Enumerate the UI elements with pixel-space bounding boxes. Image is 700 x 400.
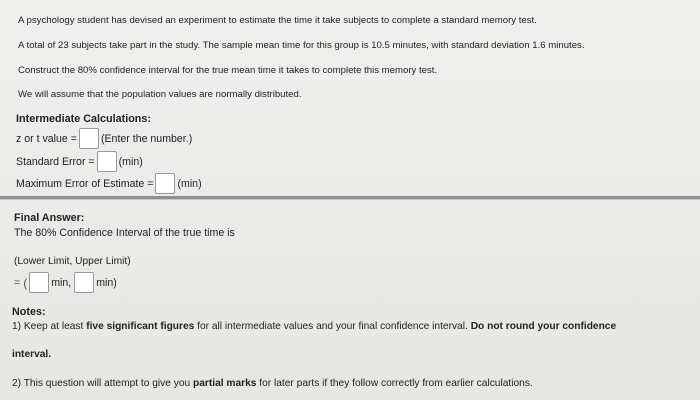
note-2-part-c: for later parts if they follow correctly from earlier calculations.	[256, 378, 533, 389]
problem-line-4: We will assume that the population values are normally distributed.	[18, 89, 302, 100]
interval-format-label: (Lower Limit, Upper Limit)	[14, 256, 131, 267]
upper-limit-input[interactable]	[74, 272, 94, 293]
problem-line-2: A total of 23 subjects take part in the study. The sample mean time for this group is 10.5 minutes, with standard deviation 1.6 minutes.	[18, 40, 585, 51]
interval-open-paren: (	[23, 275, 28, 290]
note-1-part-c: for all intermediate values and your final confidence interval.	[194, 321, 471, 332]
max-error-unit: (min)	[177, 177, 202, 190]
note-1-sig-figs: five significant figures	[86, 321, 195, 332]
final-heading: Final Answer:	[14, 212, 85, 224]
z-value-hint: (Enter the number.)	[100, 132, 193, 145]
interval-answer-row	[14, 272, 117, 293]
upper-limit-unit: min)	[96, 276, 117, 289]
z-value-row	[16, 128, 192, 149]
z-value-label: z or t value =	[16, 132, 77, 145]
note-1-part-a: 1) Keep at least	[12, 321, 87, 332]
problem-line-1: A psychology student has devised an experiment to estimate the time it take subjects to complete a standard memory test.	[18, 15, 537, 26]
max-error-row	[16, 173, 202, 194]
note-2-part-a: 2) This question will attempt to give you	[12, 378, 194, 389]
max-error-label: Maximum Error of Estimate =	[16, 177, 154, 190]
standard-error-unit: (min)	[118, 155, 143, 168]
problem-line-3: Construct the 80% confidence interval for the true mean time it takes to complete this memory test.	[18, 65, 438, 76]
interval-equals: =	[14, 276, 21, 289]
standard-error-label: Standard Error =	[16, 155, 95, 168]
intermediate-heading: Intermediate Calculations:	[16, 113, 151, 125]
final-description: The 80% Confidence Interval of the true time is	[14, 227, 235, 239]
lower-limit-input[interactable]	[29, 272, 49, 293]
max-error-input[interactable]	[155, 173, 175, 194]
note-1-no-round: Do not round your confidence	[470, 321, 617, 332]
lower-limit-unit: min,	[51, 276, 72, 289]
note-2	[12, 378, 533, 389]
notes-heading: Notes:	[12, 306, 46, 318]
standard-error-input[interactable]	[97, 151, 117, 172]
note-1	[12, 321, 616, 332]
z-value-input[interactable]	[79, 128, 99, 149]
section-divider-shadow	[0, 199, 700, 200]
standard-error-row	[16, 151, 143, 172]
note-1-continued: interval.	[12, 349, 52, 360]
note-2-partial-marks: partial marks	[193, 378, 257, 389]
